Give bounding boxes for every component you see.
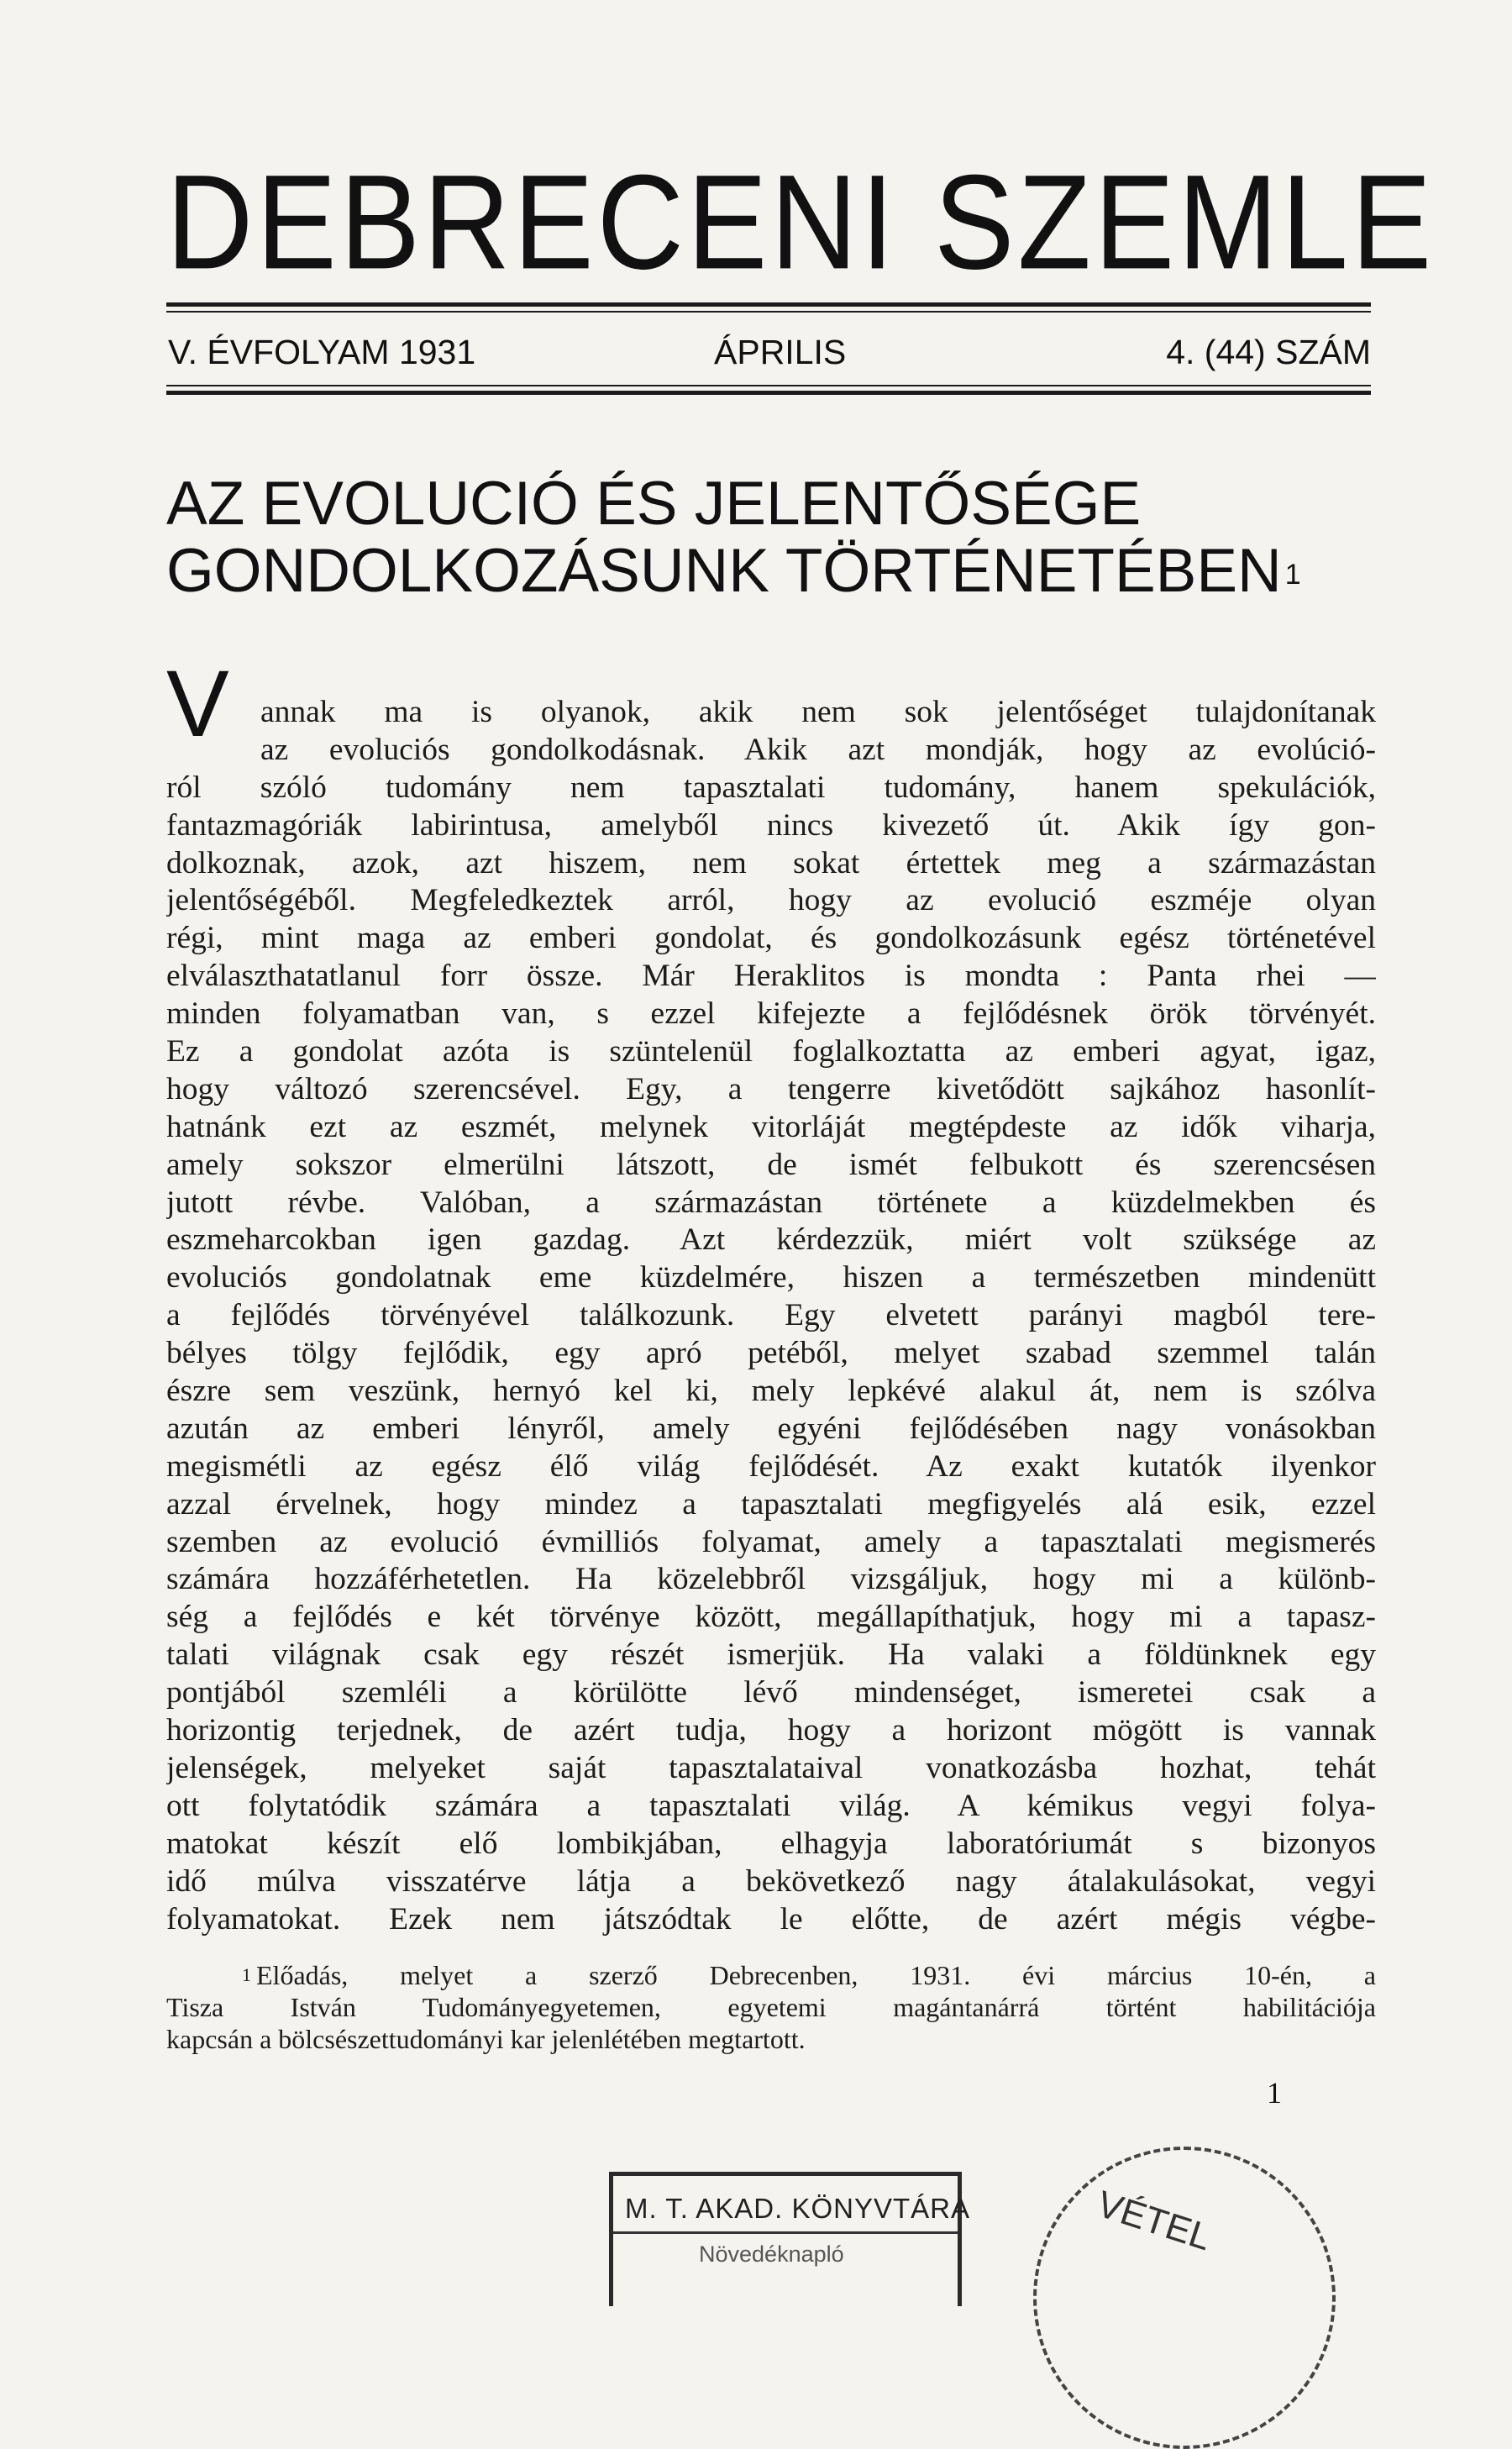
article-title-line-2: [166, 538, 1376, 605]
library-stamp-rule: [613, 2231, 958, 2234]
round-stamp-text: VÉTEL: [1091, 2183, 1216, 2259]
body-line: matokat készít elő lombikjában, elhagyja laboratóriumát s bizonyos: [166, 1826, 1376, 1861]
footnote: [166, 1959, 1376, 2055]
article-title-line-1: AZ EVOLUCIÓ ÉS JELENTŐSÉGE: [166, 470, 1142, 538]
body-line: jelentőségéből. Megfeledkeztek arról, hogy az evolució eszméje olyan: [166, 883, 1376, 918]
article-body: [166, 694, 1376, 1938]
footnote-text-1: Előadás, melyet a szerző Debrecenben, 1931. évi március 10-én, a: [256, 1960, 1376, 1990]
body-line: annak ma is olyanok, akik nem sok jelentőséget tulajdonítanak: [260, 695, 1376, 729]
issue-line: [168, 333, 1371, 375]
footnote-mark: 1: [242, 1964, 251, 1985]
article-title: [166, 470, 1376, 605]
library-stamp-subtitle: Növedéknapló: [699, 2241, 844, 2267]
body-line: észre sem veszünk, hernyó kel ki, mely lepkévé alakul át, nem is szólva: [166, 1374, 1376, 1409]
body-line: eszmeharcokban igen gazdag. Azt kérdezzük, miért volt szüksége az: [166, 1222, 1376, 1258]
bottom-rule-1: [166, 385, 1371, 386]
article-title-line-2-text: GONDOLKOZÁSUNK TÖRTÉNETÉBEN: [166, 537, 1282, 605]
body-line: régi, mint maga az emberi gondolat, és gondolkozásunk egész történetével: [166, 921, 1376, 956]
body-line: ról szóló tudomány nem tapasztalati tudomány, hanem spekulációk,: [166, 770, 1376, 805]
body-line: pontjából szemléli a körülötte lévő mindenséget, ismeretei csak a: [166, 1675, 1376, 1711]
title-footnote-mark: 1: [1284, 559, 1301, 591]
body-line: a fejlődés törvényével találkozunk. Egy elvetett parányi magból tere-: [166, 1298, 1376, 1333]
top-rule-2: [166, 311, 1371, 313]
footnote-line-3: kapcsán a bölcsészettudományi kar jelenlétében megtartott.: [166, 2024, 806, 2054]
body-line: Ez a gondolat azóta is szüntelenül foglalkoztatta az emberi agyat, igaz,: [166, 1034, 1376, 1069]
body-line: ség a fejlődés e két törvénye között, megállapíthatjuk, hogy mi a tapasz-: [166, 1600, 1376, 1635]
body-line: bélyes tölgy fejlődik, egy apró petéből, melyet szabad szemmel talán: [166, 1336, 1376, 1371]
body-line: amely sokszor elmerülni látszott, de ismét felbukott és szerencsésen: [166, 1147, 1376, 1182]
body-line: dolkoznak, azok, azt hiszem, nem sokat értettek meg a származástan: [166, 845, 1376, 880]
footnote-line-2: Tisza István Tudományegyetemen, egyetemi magántanárrá történt habilitációja: [166, 1992, 1376, 2022]
drop-cap: V: [166, 651, 229, 756]
bottom-rule-2: [166, 391, 1371, 395]
body-line: megismétli az egész élő világ fejlődését. Az exakt kutatók ilyenkor: [166, 1448, 1376, 1484]
body-line: minden folyamatban van, s ezzel kifejezte a fejlődésnek örök törvényét.: [166, 996, 1376, 1032]
body-line: talati világnak csak egy részét ismerjük. Ha valaki a földünknek egy: [166, 1637, 1376, 1673]
body-line: idő múlva visszatérve látja a bekövetkező nagy átalakulásokat, vegyi: [166, 1863, 1376, 1899]
body-line: azután az emberi lényről, amely egyéni fejlődésében nagy vonásokban: [166, 1411, 1376, 1446]
page-number: 1: [1267, 2076, 1282, 2110]
library-stamp: [609, 2172, 970, 2306]
body-line: jelenségek, melyeket saját tapasztalataival vonatkozásba hozhat, tehát: [166, 1750, 1376, 1785]
library-stamp-title: M. T. AKAD. KÖNYVTÁRA: [625, 2193, 970, 2224]
top-rule-1: [166, 302, 1371, 307]
body-line: ott folytatódik számára a tapasztalati világ. A kémikus vegyi folya-: [166, 1788, 1376, 1823]
body-line: horizontig terjednek, de azért tudja, hogy a horizont mögött is vannak: [166, 1713, 1376, 1748]
body-line: folyamatokat. Ezek nem játszódtak le előtte, de azért mégis végbe-: [166, 1901, 1376, 1937]
body-line: evoluciós gondolatnak eme küzdelmére, hiszen a természetben mindenütt: [166, 1260, 1376, 1295]
body-line: elválaszthatatlanul forr össze. Már Heraklitos is mondta : Panta rhei —: [166, 959, 1376, 994]
journal-title: DEBRECENI SZEMLE: [166, 148, 1436, 298]
body-line: jutott révbe. Valóban, a származástan története a küzdelmekben és: [166, 1185, 1376, 1220]
issue-month: ÁPRILIS: [714, 333, 847, 371]
body-line: azzal érvelnek, hogy mindez a tapasztalati megfigyelés alá esik, ezzel: [166, 1486, 1376, 1521]
body-line: hatnánk ezt az eszmét, melynek vitorláját megtépdeste az idők viharja,: [166, 1109, 1376, 1144]
footnote-line-1: [166, 1959, 1376, 1991]
issue-volume: V. ÉVFOLYAM 1931: [168, 333, 476, 371]
round-stamp: [1033, 2147, 1336, 2449]
body-line: számára hozzáférhetetlen. Ha közelebbről vizsgáljuk, hogy mi a különb-: [166, 1562, 1376, 1597]
issue-number: 4. (44) SZÁM: [1166, 333, 1371, 371]
body-line: szemben az evolució évmilliós folyamat, amely a tapasztalati megismerés: [166, 1524, 1376, 1559]
body-line: az evoluciós gondolkodásnak. Akik azt mondják, hogy az evolúció-: [260, 732, 1376, 767]
body-line: hogy változó szerencsével. Egy, a tengerre kivetődött sajkához hasonlít-: [166, 1071, 1376, 1106]
body-line: fantazmagóriák labirintusa, amelyből nincs kivezető út. Akik így gon-: [166, 807, 1376, 843]
